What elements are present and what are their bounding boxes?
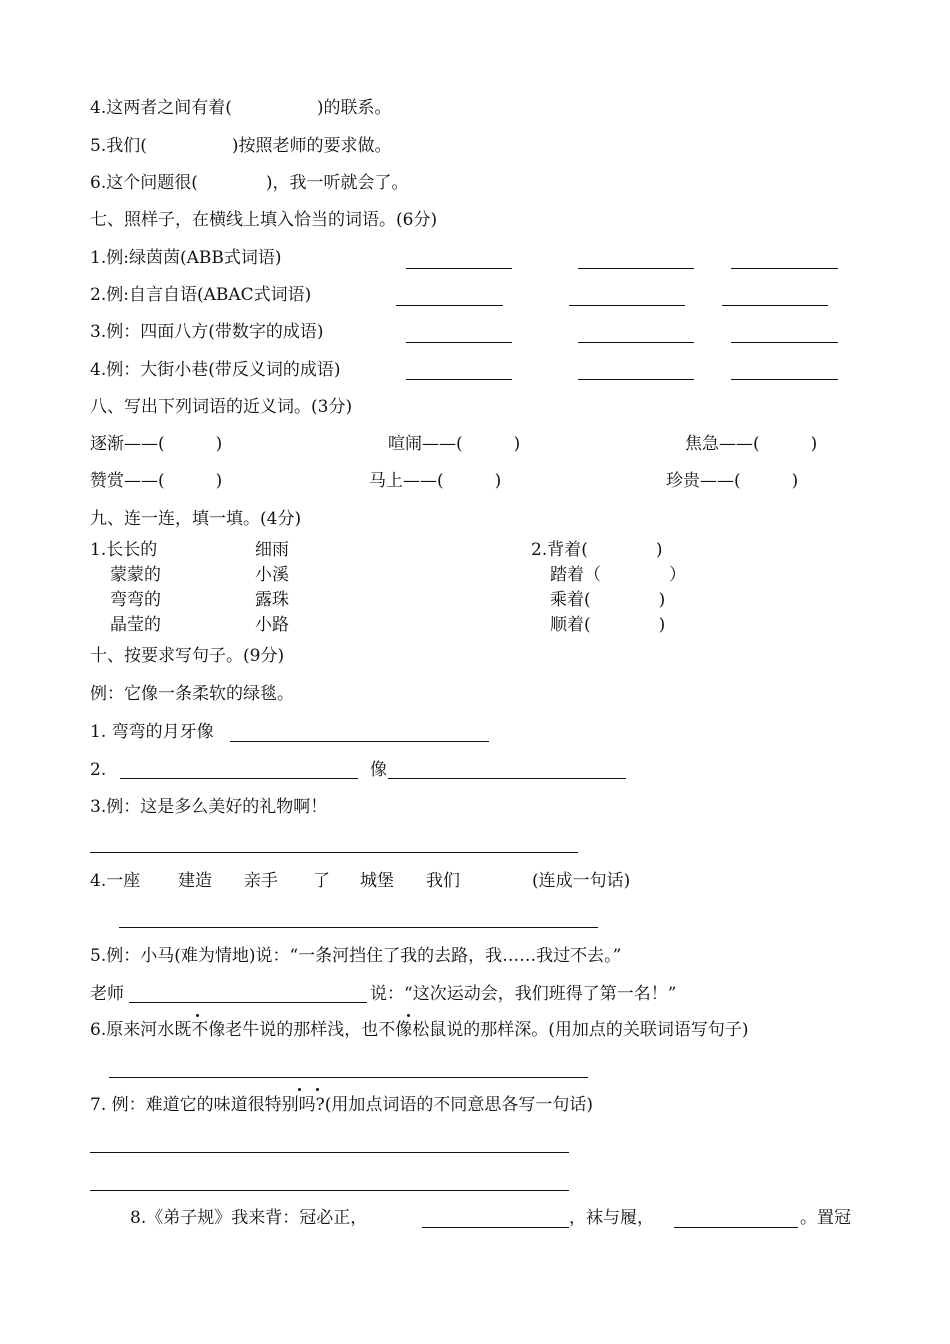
answer-blank[interactable] — [90, 1152, 569, 1153]
answer-blank[interactable] — [230, 741, 489, 742]
question-2-middle: 像 — [370, 760, 387, 780]
answer-blank[interactable] — [120, 778, 358, 779]
answer-blank[interactable] — [674, 1227, 798, 1228]
s7-item-2: 2.例:自言自语(ABAC式词语) — [90, 285, 312, 305]
s7-item-3: 3.例：四面八方(带数字的成语) — [90, 322, 324, 342]
section-9-title: 九、连一连，填一填。(4分) — [90, 509, 302, 529]
s7-item-4: 4.例：大街小巷(带反义词的成语) — [90, 360, 341, 380]
s7-item-1: 1.例:绿茵茵(ABB式词语) — [90, 248, 282, 268]
answer-blank[interactable] — [406, 268, 512, 269]
question-3: 3.例：这是多么美好的礼物啊！ — [90, 797, 328, 817]
match-right: 细雨 — [255, 540, 289, 560]
question-8-part-b: ，袜与履， — [569, 1208, 654, 1228]
question-5-prefix: 老师 — [90, 984, 124, 1004]
match-left: 1.长长的 — [90, 540, 158, 560]
match-left: 弯弯的 — [110, 590, 161, 610]
q4-note: (连成一句话) — [532, 871, 631, 891]
emphasis-dot — [196, 1014, 199, 1017]
question-1: 1. 弯弯的月牙像 — [90, 722, 214, 742]
section-8-title: 八、写出下列词语的近义词。(3分) — [90, 397, 353, 417]
fill-line-4: 4.这两者之间有着( )的联系。 — [90, 98, 392, 118]
answer-blank[interactable] — [422, 1227, 569, 1228]
question-8-part-c: 。置冠 — [800, 1208, 851, 1228]
answer-blank[interactable] — [388, 778, 626, 779]
q4-word: 城堡 — [360, 871, 394, 891]
synonym-item: 珍贵——( ) — [666, 471, 799, 491]
answer-blank[interactable] — [90, 852, 578, 853]
emphasis-dot — [316, 1088, 319, 1091]
fill-line-6: 6.这个问题很( )，我一听就会了。 — [90, 173, 409, 193]
answer-blank[interactable] — [731, 268, 838, 269]
answer-blank[interactable] — [731, 342, 838, 343]
emphasis-dot — [407, 1014, 410, 1017]
q4-word: 亲手 — [244, 871, 278, 891]
answer-blank[interactable] — [722, 305, 828, 306]
answer-blank[interactable] — [406, 342, 512, 343]
answer-blank[interactable] — [119, 927, 598, 928]
match-left: 晶莹的 — [110, 615, 161, 635]
answer-blank[interactable] — [569, 305, 685, 306]
question-6: 6.原来河水既不像老牛说的那样浅，也不像松鼠说的那样深。(用加点的关联词语写句子) — [90, 1020, 749, 1040]
answer-blank[interactable] — [578, 268, 694, 269]
answer-blank[interactable] — [129, 1002, 367, 1003]
synonym-item: 焦急——( ) — [685, 434, 818, 454]
question-5-suffix: 说：“这次运动会，我们班得了第一名！” — [370, 984, 677, 1004]
synonym-item: 马上——( ) — [369, 471, 502, 491]
question-7: 7. 例：难道它的味道很特别吗?(用加点词语的不同意思各写一句话) — [90, 1095, 594, 1115]
fill-item: 2.背着( ) — [531, 540, 663, 560]
match-left: 蒙蒙的 — [110, 565, 161, 585]
example-sentence: 例：它像一条柔软的绿毯。 — [90, 684, 294, 704]
q4-word: 了 — [313, 871, 330, 891]
fill-item: 顺着( ) — [550, 615, 666, 635]
synonym-item: 赞赏——( ) — [90, 471, 223, 491]
q4-word: 建造 — [178, 871, 212, 891]
question-8-part-a: 8.《弟子规》我来背：冠必正， — [130, 1208, 368, 1228]
match-right: 小溪 — [255, 565, 289, 585]
fill-line-5: 5.我们( )按照老师的要求做。 — [90, 136, 392, 156]
q4-word: 4.一座 — [90, 871, 141, 891]
question-5: 5.例：小马(难为情地)说：“一条河挡住了我的去路，我……我过不去。” — [90, 946, 622, 966]
match-right: 小路 — [255, 615, 289, 635]
answer-blank[interactable] — [578, 342, 694, 343]
synonym-item: 逐渐——( ) — [90, 434, 223, 454]
answer-blank[interactable] — [109, 1077, 588, 1078]
answer-blank[interactable] — [731, 379, 838, 380]
section-7-title: 七、照样子，在横线上填入恰当的词语。(6分) — [90, 210, 438, 230]
match-right: 露珠 — [255, 590, 289, 610]
answer-blank[interactable] — [90, 1190, 569, 1191]
answer-blank[interactable] — [406, 379, 512, 380]
synonym-item: 喧闹——( ) — [388, 434, 521, 454]
fill-item: 踏着（ ） — [550, 565, 686, 585]
fill-item: 乘着( ) — [550, 590, 666, 610]
emphasis-dot — [298, 1088, 301, 1091]
answer-blank[interactable] — [396, 305, 503, 306]
answer-blank[interactable] — [578, 379, 694, 380]
section-10-title: 十、按要求写句子。(9分) — [90, 646, 285, 666]
q4-word: 我们 — [426, 871, 460, 891]
question-2-number: 2. — [90, 760, 107, 780]
